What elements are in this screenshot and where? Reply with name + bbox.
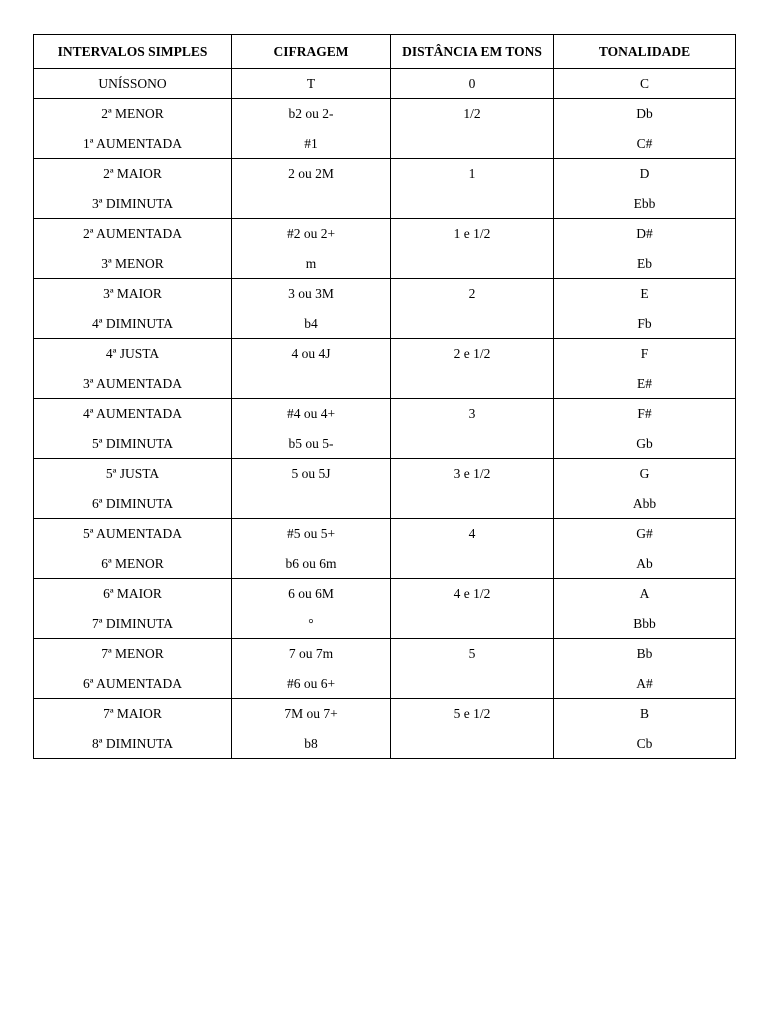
- cell-interval: [34, 219, 232, 279]
- cell-distancia-value: 4: [468, 526, 476, 541]
- cell-interval-line: 3ª MAIOR: [103, 286, 162, 301]
- cell-interval-line: 5ª AUMENTADA: [82, 526, 182, 541]
- cell-cifragem-line: #6 ou 6+: [286, 675, 336, 691]
- cell-tonalidade: [554, 399, 736, 459]
- cell-distancia: [391, 519, 554, 579]
- cell-interval-line: 4ª JUSTA: [105, 346, 160, 361]
- cell-cifragem: [232, 639, 391, 699]
- cell-cifragem: [232, 459, 391, 519]
- cell-cifragem-line: 2 ou 2M: [288, 166, 334, 181]
- table-row: [34, 99, 736, 159]
- intervals-table: [33, 34, 736, 759]
- cell-tonalidade: C: [554, 69, 736, 99]
- cell-tonalidade-line: Gb: [636, 435, 653, 451]
- cell-interval-line: 7ª DIMINUTA: [91, 615, 173, 631]
- cell-tonalidade: [554, 519, 736, 579]
- cell-distancia-value: 5 e 1/2: [453, 706, 491, 721]
- cell-cifragem-line: [232, 489, 390, 519]
- cell-tonalidade-line: E#: [637, 375, 652, 391]
- cell-interval: [34, 399, 232, 459]
- cell-interval-line: 4ª DIMINUTA: [91, 315, 173, 331]
- cell-interval-line: 6ª DIMINUTA: [91, 495, 173, 511]
- cell-interval: [34, 639, 232, 699]
- cell-tonalidade-line: Ab: [636, 555, 653, 571]
- table-row: [34, 399, 736, 459]
- cell-distancia-value: 2: [468, 286, 476, 301]
- cell-interval-line: 7ª MENOR: [101, 646, 164, 661]
- cell-tonalidade-line: Ebb: [633, 195, 656, 211]
- cell-tonalidade-line: G#: [636, 526, 653, 541]
- cell-distancia-value: 3 e 1/2: [453, 466, 491, 481]
- cell-distancia: [391, 399, 554, 459]
- cell-distancia-value: 5: [468, 646, 476, 661]
- cell-interval: [34, 159, 232, 219]
- cell-cifragem-line: #5 ou 5+: [286, 526, 336, 541]
- cell-tonalidade-line: D#: [636, 226, 653, 241]
- cell-tonalidade: [554, 219, 736, 279]
- cell-distancia-value: 3: [468, 406, 476, 421]
- table-row: [34, 639, 736, 699]
- table-row: [34, 279, 736, 339]
- cell-interval-line: 1ª AUMENTADA: [82, 135, 182, 151]
- cell-interval-line: 3ª DIMINUTA: [91, 195, 173, 211]
- table-row: [34, 699, 736, 759]
- cell-cifragem-line: #2 ou 2+: [286, 226, 336, 241]
- cell-tonalidade-line: Abb: [632, 495, 657, 511]
- cell-interval-line: 5ª DIMINUTA: [91, 435, 173, 451]
- cell-tonalidade-line: Db: [636, 106, 653, 121]
- cell-distancia-value: 4 e 1/2: [453, 586, 491, 601]
- cell-cifragem-line: 5 ou 5J: [291, 466, 331, 481]
- cell-tonalidade-line: Cb: [636, 735, 653, 751]
- table-row: [34, 339, 736, 399]
- cell-distancia: [391, 159, 554, 219]
- cell-tonalidade-line: A#: [636, 675, 653, 691]
- table-row-unissono: [34, 69, 736, 99]
- cell-tonalidade-line: A: [639, 586, 650, 601]
- cell-tonalidade-line: E: [640, 286, 649, 301]
- cell-interval-line: 6ª AUMENTADA: [82, 675, 182, 691]
- cell-cifragem: [232, 159, 391, 219]
- cell-tonalidade: [554, 699, 736, 759]
- cell-tonalidade-line: Bb: [636, 646, 653, 661]
- cell-tonalidade: [554, 639, 736, 699]
- cell-tonalidade: [554, 339, 736, 399]
- cell-cifragem-line: 7 ou 7m: [288, 646, 334, 661]
- cell-distancia: [391, 699, 554, 759]
- cell-interval-line: 4ª AUMENTADA: [82, 406, 182, 421]
- cell-tonalidade-line: Eb: [637, 255, 652, 271]
- cell-distancia: [391, 279, 554, 339]
- cell-interval-line: 7ª MAIOR: [103, 706, 162, 721]
- cell-interval-line: 5ª JUSTA: [105, 466, 160, 481]
- cell-interval-line: 3ª AUMENTADA: [82, 375, 182, 391]
- cell-interval: [34, 279, 232, 339]
- cell-tonalidade-line: Bbb: [633, 615, 656, 631]
- cell-interval: [34, 99, 232, 159]
- cell-tonalidade-line: G: [639, 466, 650, 481]
- cell-cifragem-line: #1: [304, 135, 318, 151]
- cell-distancia-value: 2 e 1/2: [453, 346, 491, 361]
- cell-distancia: [391, 339, 554, 399]
- cell-cifragem-line: 3 ou 3M: [288, 286, 334, 301]
- cell-interval: UNÍSSONO: [34, 69, 232, 99]
- table-header-row: [34, 35, 736, 69]
- cell-cifragem-line: 6 ou 6M: [288, 586, 334, 601]
- cell-cifragem-line: m: [305, 255, 317, 271]
- cell-interval-line: 2ª MAIOR: [103, 166, 162, 181]
- cell-cifragem-line: #4 ou 4+: [286, 406, 336, 421]
- cell-distancia-value: 1 e 1/2: [453, 226, 491, 241]
- cell-cifragem: T: [232, 69, 391, 99]
- cell-cifragem-line: 7M ou 7+: [284, 706, 338, 721]
- cell-tonalidade-line: D: [639, 166, 650, 181]
- cell-cifragem-line: [232, 189, 390, 219]
- cell-distancia: [391, 639, 554, 699]
- cell-tonalidade: [554, 279, 736, 339]
- cell-distancia: [391, 579, 554, 639]
- table-row: [34, 579, 736, 639]
- cell-tonalidade-line: Fb: [637, 315, 652, 331]
- cell-tonalidade-line: C#: [636, 135, 653, 151]
- header-cifragem: CIFRAGEM: [232, 35, 391, 69]
- cell-interval-line: 6ª MAIOR: [103, 586, 162, 601]
- cell-interval-line: 6ª MENOR: [101, 555, 164, 571]
- header-distancia-em-tons: DISTÂNCIA EM TONS: [391, 35, 554, 69]
- cell-cifragem-line: b6 ou 6m: [285, 555, 337, 571]
- cell-interval-line: 2ª MENOR: [101, 106, 164, 121]
- cell-cifragem-line: 4 ou 4J: [291, 346, 331, 361]
- cell-distancia: 0: [391, 69, 554, 99]
- cell-cifragem: [232, 699, 391, 759]
- cell-cifragem-line: b8: [304, 735, 318, 751]
- cell-tonalidade: [554, 99, 736, 159]
- header-intervalos-simples: INTERVALOS SIMPLES: [34, 35, 232, 69]
- cell-cifragem: [232, 519, 391, 579]
- cell-distancia: [391, 219, 554, 279]
- cell-interval-line: 3ª MENOR: [101, 255, 164, 271]
- cell-tonalidade-line: F#: [637, 406, 652, 421]
- cell-interval: [34, 339, 232, 399]
- table-row: [34, 159, 736, 219]
- cell-interval: [34, 579, 232, 639]
- table-row: [34, 219, 736, 279]
- cell-cifragem: [232, 399, 391, 459]
- cell-distancia-value: 1: [468, 166, 476, 181]
- cell-cifragem-line: [232, 369, 390, 399]
- cell-interval: [34, 519, 232, 579]
- cell-interval: [34, 459, 232, 519]
- cell-cifragem: [232, 579, 391, 639]
- cell-distancia-value: 1/2: [463, 106, 481, 121]
- cell-cifragem-line: b4: [304, 315, 318, 331]
- table-row: [34, 459, 736, 519]
- cell-cifragem: [232, 339, 391, 399]
- cell-cifragem: [232, 279, 391, 339]
- header-tonalidade: TONALIDADE: [554, 35, 736, 69]
- cell-tonalidade-line: B: [639, 706, 649, 721]
- cell-distancia: [391, 459, 554, 519]
- cell-tonalidade-line: F: [640, 346, 649, 361]
- cell-tonalidade: [554, 579, 736, 639]
- cell-tonalidade: [554, 159, 736, 219]
- table-row: [34, 519, 736, 579]
- cell-cifragem: [232, 219, 391, 279]
- cell-tonalidade: [554, 459, 736, 519]
- cell-cifragem-line: b5 ou 5-: [288, 435, 334, 451]
- cell-cifragem: [232, 99, 391, 159]
- cell-interval-line: 2ª AUMENTADA: [82, 226, 182, 241]
- cell-interval-line: 8ª DIMINUTA: [91, 735, 173, 751]
- cell-cifragem-line: b2 ou 2-: [288, 106, 334, 121]
- cell-distancia: [391, 99, 554, 159]
- cell-interval: [34, 699, 232, 759]
- cell-cifragem-line: °: [308, 615, 314, 631]
